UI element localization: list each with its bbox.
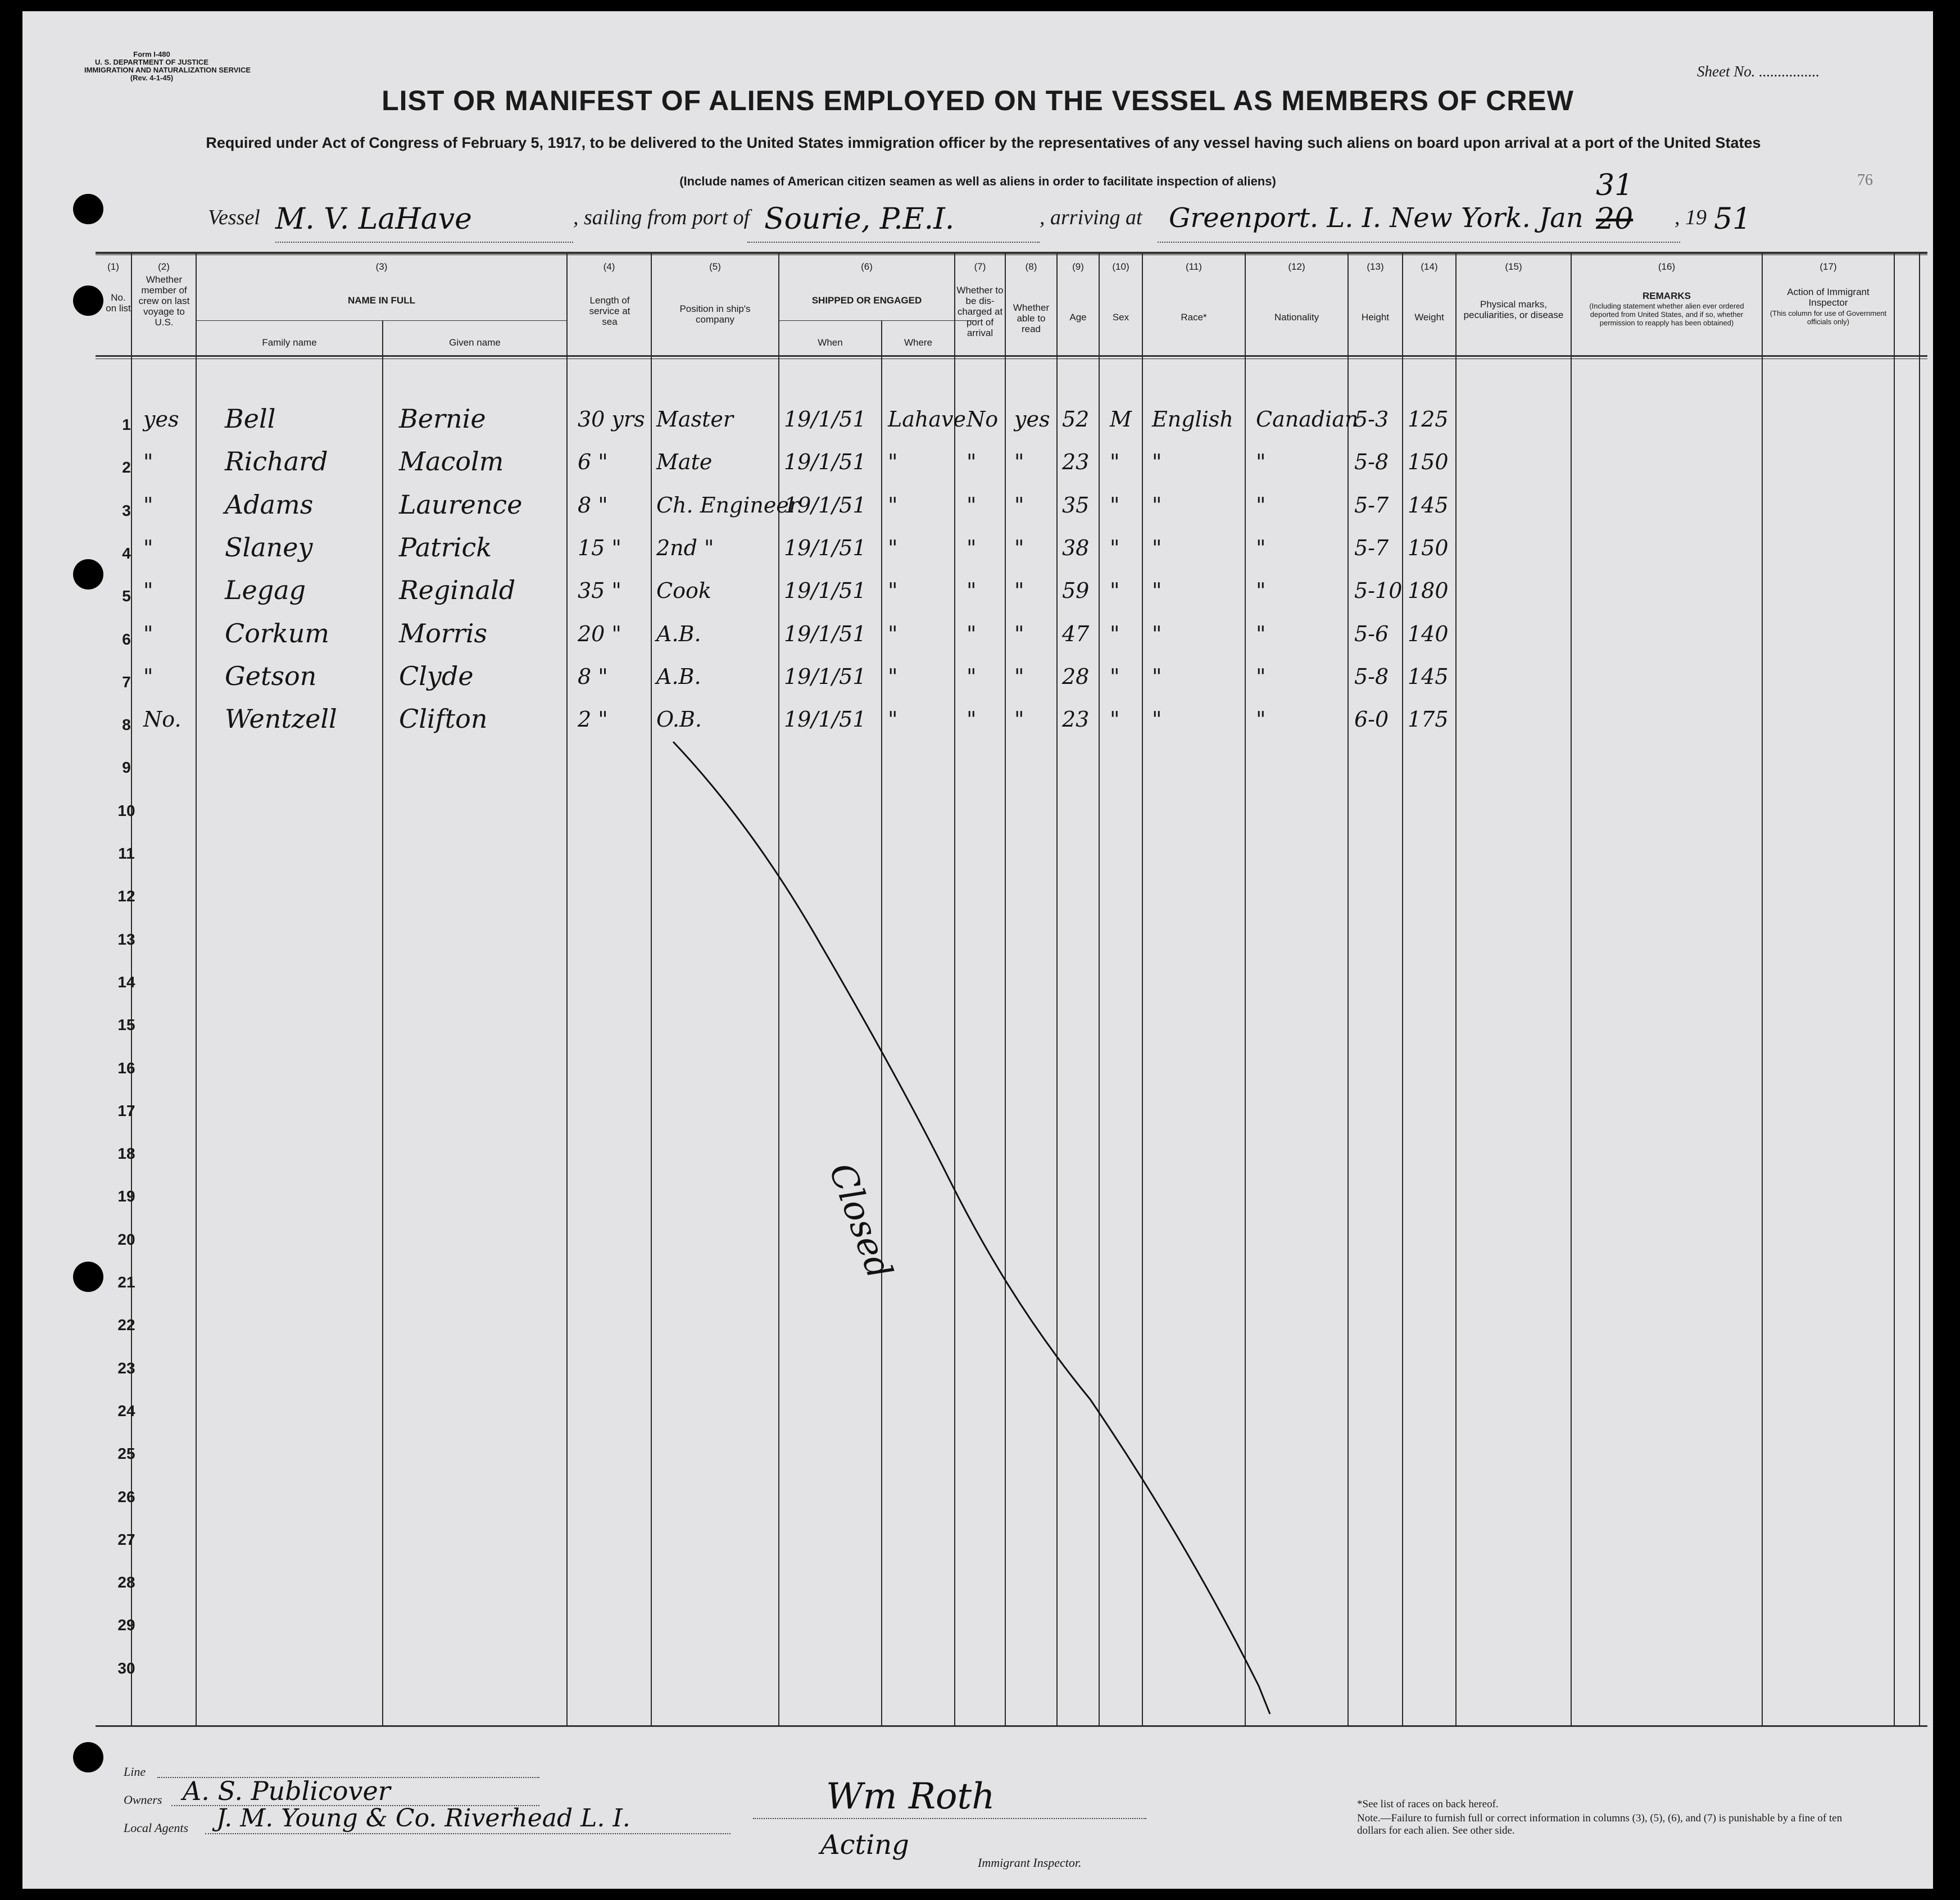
cell-race: " [1152, 578, 1162, 604]
cell-nationality: " [1256, 450, 1266, 475]
cell-last-voyage: " [143, 492, 153, 518]
cell-last-voyage: " [143, 450, 153, 475]
punch-hole [73, 194, 103, 224]
cell-family: Bell [225, 403, 276, 434]
row-number: 5 [122, 587, 131, 605]
cell-given: Clyde [399, 660, 474, 691]
page-mark: 76 [1857, 171, 1873, 189]
row-number: 8 [122, 716, 131, 734]
cell-position: Mate [656, 450, 713, 475]
cell-age: 28 [1062, 664, 1090, 689]
cell-when: 19/1/51 [784, 621, 866, 646]
signature-line [753, 1818, 1146, 1819]
cell-weight: 145 [1408, 664, 1449, 689]
cell-position: Cook [656, 578, 711, 604]
cell-age: 47 [1062, 621, 1090, 646]
col-9-num: (9) [1072, 261, 1084, 272]
cell-given: Reginald [399, 575, 516, 606]
col-1-label: No. on list [106, 292, 131, 314]
row-number: 17 [117, 1101, 135, 1119]
col-16-label: REMARKS [1643, 291, 1691, 301]
cell-height: 5-7 [1354, 535, 1389, 560]
cell-sex: " [1110, 535, 1120, 560]
row-number: 9 [122, 759, 131, 777]
cell-given: Laurence [399, 489, 523, 520]
cell-family: Legag [225, 575, 306, 606]
cell-age: 23 [1062, 707, 1090, 732]
cell-last-voyage: " [143, 535, 153, 560]
cell-sex: " [1110, 578, 1120, 604]
cell-sex: " [1110, 707, 1120, 732]
cell-last-voyage: No. [143, 707, 182, 732]
cell-sex: " [1110, 450, 1120, 475]
cell-position: 2nd " [656, 535, 714, 560]
cell-service: 2 " [578, 707, 608, 732]
cell-height: 5-6 [1354, 621, 1389, 646]
col-17-label: Action of Immigrant Inspector [1787, 287, 1870, 308]
col-3-family: Family name [262, 337, 317, 348]
cell-race: " [1152, 621, 1162, 646]
cell-weight: 180 [1408, 578, 1449, 604]
include-note: (Include names of American citizen seamen as well as aliens in order to facilitate inspection of aliens) [679, 174, 1276, 188]
cell-where: " [888, 578, 898, 604]
cell-last-voyage: yes [143, 407, 179, 432]
cell-when: 19/1/51 [784, 450, 866, 475]
col-2-num: (2) [158, 261, 170, 272]
col-11-label: Race* [1181, 312, 1207, 323]
acting-note: Acting [820, 1829, 909, 1861]
cell-sex: " [1110, 664, 1120, 689]
cell-race: English [1152, 407, 1233, 432]
cell-discharged: " [967, 621, 977, 646]
cell-nationality: Canadian [1256, 407, 1359, 432]
closed-strike-line [22, 11, 1933, 1889]
cell-service: 8 " [578, 492, 608, 518]
col-13-num: (13) [1367, 261, 1384, 272]
row-number: 28 [117, 1573, 135, 1591]
cell-family: Wentzell [225, 704, 337, 734]
punch-hole [73, 285, 103, 316]
cell-race: " [1152, 450, 1162, 475]
cell-when: 19/1/51 [784, 535, 866, 560]
cell-where: " [888, 707, 898, 732]
col-11-num: (11) [1186, 261, 1202, 272]
row-number: 4 [122, 544, 131, 562]
row-number: 27 [117, 1530, 135, 1548]
cell-read: " [1014, 578, 1024, 604]
col-10-num: (10) [1112, 261, 1129, 272]
col-8-label: Whether able to read [1013, 302, 1050, 334]
cell-sex: " [1110, 621, 1120, 646]
cell-given: Bernie [399, 403, 486, 434]
cell-read: " [1014, 450, 1024, 475]
cell-height: 6-0 [1354, 707, 1389, 732]
form-number: Form I-480 [133, 50, 170, 58]
row-number: 21 [117, 1273, 135, 1291]
col-14-num: (14) [1421, 261, 1438, 272]
row-number: 24 [117, 1402, 135, 1420]
arriving-value: Greenport. L. I. New York. Jan [1169, 202, 1584, 234]
cell-height: 5-10 [1354, 578, 1403, 604]
cell-read: " [1014, 535, 1024, 560]
row-number: 16 [117, 1059, 135, 1077]
day-struck: 20 [1596, 202, 1634, 236]
row-number: 26 [117, 1488, 135, 1506]
cell-family: Corkum [225, 618, 329, 649]
punch-hole [73, 559, 103, 590]
vessel-label: Vessel [208, 206, 260, 229]
cell-family: Adams [225, 489, 314, 520]
sailing-label: , sailing from port of [573, 206, 750, 229]
cell-read: " [1014, 492, 1024, 518]
cell-last-voyage: " [143, 664, 153, 689]
cell-nationality: " [1256, 707, 1266, 732]
diagonal-line [673, 742, 1270, 1714]
cell-weight: 175 [1408, 707, 1449, 732]
cell-weight: 145 [1408, 492, 1449, 518]
col-12-label: Nationality [1274, 312, 1319, 323]
punch-hole [73, 1262, 103, 1292]
agents-field [205, 1833, 731, 1834]
col-14-label: Weight [1414, 312, 1444, 323]
cell-weight: 150 [1408, 535, 1449, 560]
cell-height: 5-8 [1354, 664, 1389, 689]
cell-where: " [888, 450, 898, 475]
row-number: 6 [122, 630, 131, 648]
col-3-given: Given name [449, 337, 501, 348]
col-16-num: (16) [1658, 261, 1676, 272]
cell-age: 35 [1062, 492, 1090, 518]
col-2-label: Whether member of crew on last voyage to U.S. [138, 274, 190, 328]
row-number: 30 [117, 1659, 135, 1677]
col-6-num: (6) [861, 261, 873, 272]
cell-where: " [888, 621, 898, 646]
cell-position: A.B. [656, 664, 701, 689]
cell-age: 38 [1062, 535, 1090, 560]
cell-position: A.B. [656, 621, 701, 646]
cell-height: 5-3 [1354, 407, 1389, 432]
col-17-num: (17) [1820, 261, 1837, 272]
cell-weight: 140 [1408, 621, 1449, 646]
row-number: 25 [117, 1445, 135, 1463]
cell-weight: 125 [1408, 407, 1449, 432]
col-7-num: (7) [974, 261, 986, 272]
cell-when: 19/1/51 [784, 407, 866, 432]
col-3-num: (3) [375, 261, 388, 272]
cell-discharged: " [967, 578, 977, 604]
cell-service: 15 " [578, 535, 621, 560]
col-6-label: SHIPPED OR ENGAGED [811, 295, 922, 306]
cell-service: 30 yrs [578, 407, 645, 432]
row-number: 20 [117, 1230, 135, 1248]
col-15-num: (15) [1505, 261, 1522, 272]
subtitle: Required under Act of Congress of February 5, 1917, to be delivered to the United States immigration officer by the representatives of any vessel having such aliens on board upon arrival at a port of the United States [206, 134, 1761, 151]
sailing-value: Sourie, P.E.I. [764, 202, 955, 236]
cell-height: 5-7 [1354, 492, 1389, 518]
col-13-label: Height [1361, 312, 1390, 323]
row-number: 11 [118, 845, 135, 862]
revision: (Rev. 4-1-45) [130, 74, 174, 82]
cell-read: " [1014, 707, 1024, 732]
cell-age: 59 [1062, 578, 1090, 604]
cell-discharged: " [967, 450, 977, 475]
year-value: 51 [1714, 202, 1752, 236]
col-4-label: Length of service at sea [589, 295, 630, 327]
col-5-label: Position in ship's company [679, 303, 751, 325]
cell-race: " [1152, 664, 1162, 689]
cell-read: yes [1014, 407, 1050, 432]
cell-discharged: " [967, 707, 977, 732]
row-number: 23 [117, 1359, 135, 1377]
cell-service: 6 " [578, 450, 608, 475]
owners-value: A. S. Publicover [183, 1776, 391, 1806]
row-number: 10 [117, 801, 135, 819]
cell-race: " [1152, 492, 1162, 518]
row-number: 2 [122, 459, 131, 477]
col-10-label: Sex [1112, 312, 1129, 323]
cell-discharged: No [967, 407, 999, 432]
col-4-num: (4) [603, 261, 615, 272]
row-number: 13 [117, 930, 135, 948]
owners-label: Owners [124, 1793, 162, 1807]
cell-race: " [1152, 707, 1162, 732]
arriving-label: , arriving at [1040, 206, 1142, 229]
cell-nationality: " [1256, 535, 1266, 560]
inspector-signature: Wm Roth [826, 1776, 995, 1817]
cell-read: " [1014, 664, 1024, 689]
cell-nationality: " [1256, 621, 1266, 646]
row-number: 12 [117, 887, 135, 905]
col-8-num: (8) [1025, 261, 1037, 272]
row-number: 29 [117, 1616, 135, 1634]
agents-value: J. M. Young & Co. Riverhead L. I. [216, 1804, 630, 1833]
day-corrected: 31 [1596, 169, 1634, 202]
cell-last-voyage: " [143, 578, 153, 604]
vessel-value: M. V. LaHave [275, 202, 472, 236]
page-title: LIST OR MANIFEST OF ALIENS EMPLOYED ON THE VESSEL AS MEMBERS OF CREW [382, 85, 1574, 116]
cell-last-voyage: " [143, 621, 153, 646]
cell-discharged: " [967, 492, 977, 518]
cell-read: " [1014, 621, 1024, 646]
agents-label: Local Agents [124, 1821, 189, 1835]
cell-age: 52 [1062, 407, 1090, 432]
col-12-num: (12) [1288, 261, 1305, 272]
cell-given: Morris [399, 618, 488, 649]
punch-hole [73, 1742, 103, 1772]
cell-service: 35 " [578, 578, 621, 604]
row-number: 3 [122, 501, 131, 519]
col-5-num: (5) [709, 261, 721, 272]
penalty-note: Note.—Failure to furnish full or correct information in columns (3), (5), (6), and (7) is punishable by a fine of ten dollars for each alien. See other side. [1357, 1812, 1843, 1836]
cell-where: " [888, 535, 898, 560]
cell-nationality: " [1256, 664, 1266, 689]
col-6-where: Where [904, 337, 933, 348]
cell-sex: " [1110, 492, 1120, 518]
cell-when: 19/1/51 [784, 664, 866, 689]
row-number: 18 [117, 1145, 135, 1163]
row-number: 22 [117, 1316, 135, 1334]
col-15-label: Physical marks, peculiarities, or disease [1463, 299, 1564, 320]
cell-height: 5-8 [1354, 450, 1389, 475]
service: IMMIGRATION AND NATURALIZATION SERVICE [84, 66, 251, 74]
cell-position: Master [656, 407, 733, 432]
cell-discharged: " [967, 535, 977, 560]
cell-given: Macolm [399, 446, 504, 477]
cell-nationality: " [1256, 492, 1266, 518]
cell-race: " [1152, 535, 1162, 560]
year-prefix: , 19 [1675, 206, 1707, 229]
cell-when: 19/1/51 [784, 578, 866, 604]
cell-when: 19/1/51 [784, 492, 866, 518]
cell-weight: 150 [1408, 450, 1449, 475]
cell-where: " [888, 664, 898, 689]
cell-position: Ch. Engineer [656, 492, 800, 518]
cell-family: Slaney [225, 532, 313, 563]
cell-nationality: " [1256, 578, 1266, 604]
department: U. S. DEPARTMENT OF JUSTICE [95, 58, 208, 66]
sheet-number: Sheet No. ................ [1697, 63, 1820, 80]
inspector-label: Immigrant Inspector. [978, 1856, 1082, 1870]
cell-discharged: " [967, 664, 977, 689]
cell-service: 20 " [578, 621, 621, 646]
col-3-label: NAME IN FULL [348, 295, 415, 306]
cell-service: 8 " [578, 664, 608, 689]
cell-given: Clifton [399, 704, 488, 734]
row-number: 1 [122, 416, 131, 433]
race-note: *See list of races on back hereof. [1357, 1798, 1499, 1810]
col-7-label: Whether to be dis-charged at port of arrival [956, 285, 1004, 338]
cell-given: Patrick [399, 532, 492, 563]
cell-where: " [888, 492, 898, 518]
cell-sex: M [1110, 407, 1132, 432]
col-9-label: Age [1069, 312, 1087, 323]
col-17-sublabel: (This column for use of Government officials only) [1770, 309, 1887, 326]
closed-mark: Closed [821, 1158, 901, 1284]
col-6-when: When [818, 337, 843, 348]
cell-when: 19/1/51 [784, 707, 866, 732]
cell-family: Richard [225, 446, 328, 477]
row-number: 14 [117, 973, 135, 991]
cell-where: Lahave [888, 407, 966, 432]
line-label: Line [124, 1765, 146, 1779]
cell-age: 23 [1062, 450, 1090, 475]
cell-position: O.B. [656, 707, 702, 732]
row-number: 19 [117, 1187, 135, 1205]
col-1-num: (1) [107, 261, 119, 272]
cell-family: Getson [225, 660, 317, 691]
manifest-sheet [22, 11, 1933, 1889]
col-16-sublabel: (Including statement whether alien ever ordered deported from United States, and if so, whether permission to reapply has been obtained) [1589, 302, 1744, 327]
row-number: 7 [122, 673, 131, 691]
row-number: 15 [117, 1016, 135, 1034]
